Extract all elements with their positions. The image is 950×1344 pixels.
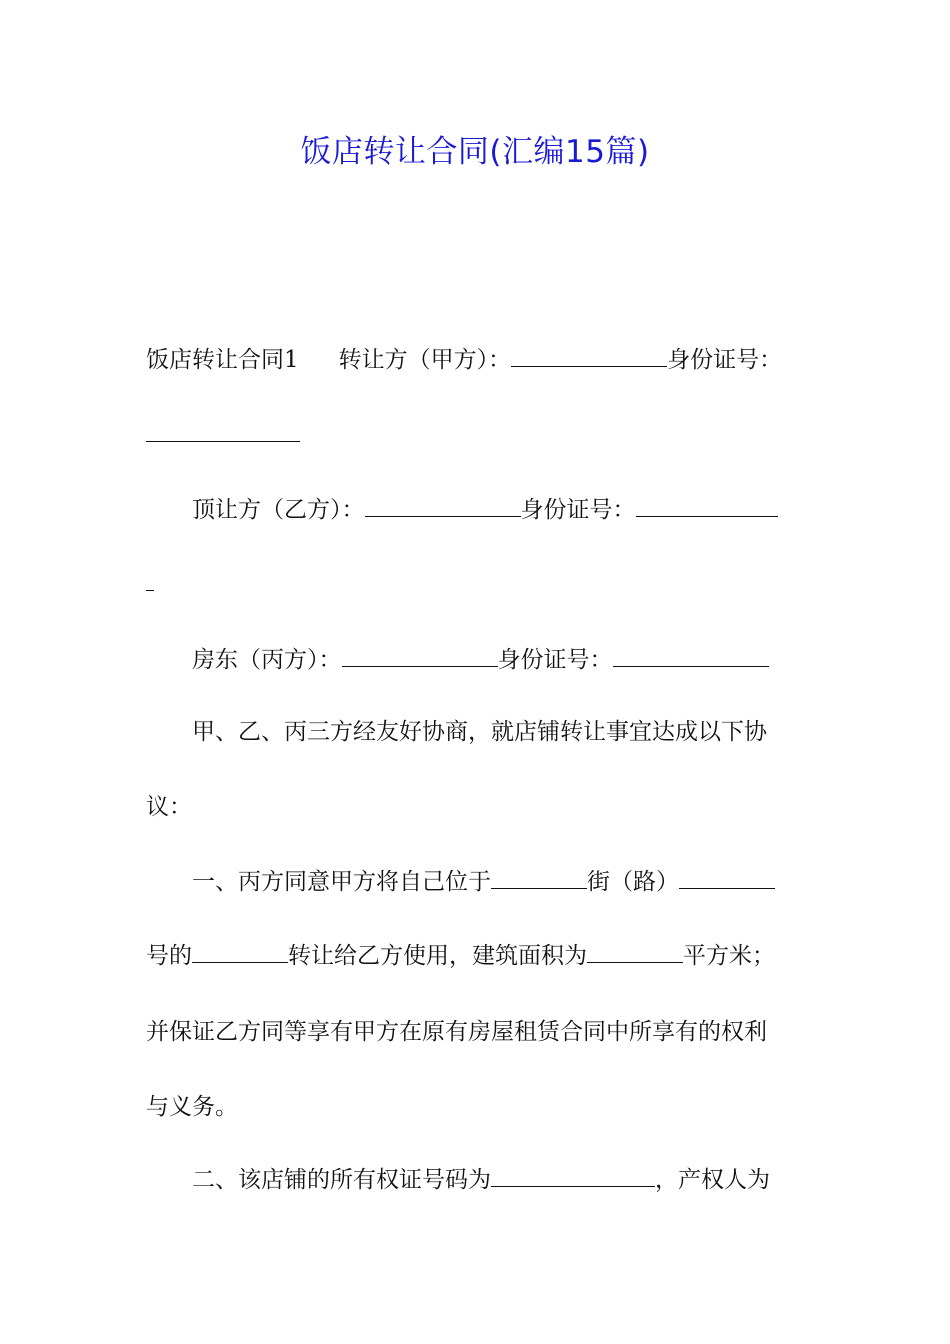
- landlord-label: 房东（丙方）：: [192, 647, 342, 673]
- clause-text: 号的: [146, 943, 192, 969]
- clause-text: 平方米；: [683, 943, 775, 969]
- blank-field: [613, 644, 769, 667]
- paragraph-line: [146, 866, 826, 898]
- blank-field: [491, 866, 587, 889]
- blank-field: [587, 940, 683, 963]
- transferor-label: 转让方（甲方）：: [338, 347, 512, 373]
- blank-field: [636, 494, 778, 517]
- paragraph-line: [146, 419, 826, 451]
- id-number-label: 身份证号：: [497, 647, 613, 673]
- paragraph-line: [146, 940, 826, 972]
- blank-field: [679, 866, 775, 889]
- clause-text: 二、该店铺的所有权证号码为: [192, 1167, 491, 1193]
- paragraph-line: 并保证乙方同等享有甲方在原有房屋租赁合同中所享有的权利: [146, 1019, 767, 1045]
- blank-field: [146, 568, 154, 591]
- contract-heading: 饭店转让合同1: [146, 347, 299, 373]
- paragraph-line: [146, 1164, 826, 1196]
- paragraph-line: 甲、乙、丙三方经友好协商，就店铺转让事宜达成以下协: [192, 719, 767, 745]
- blank-field: [491, 1164, 655, 1187]
- paragraph-line: [146, 344, 826, 376]
- paragraph-line: [146, 568, 826, 600]
- paragraph-line: [146, 494, 826, 526]
- paragraph-line: 与义务。: [146, 1094, 238, 1120]
- blank-field: [342, 644, 498, 667]
- blank-field: [192, 940, 288, 963]
- clause-text: 转让给乙方使用，建筑面积为: [288, 943, 587, 969]
- clause-text: 街（路）: [587, 869, 679, 895]
- paragraph-line: [146, 644, 826, 676]
- document-title: 饭店转让合同(汇编15篇): [300, 134, 650, 170]
- id-number-label: 身份证号：: [667, 347, 783, 373]
- transferee-label: 顶让方（乙方）：: [192, 497, 365, 523]
- id-number-label: 身份证号：: [520, 497, 636, 523]
- clause-text: 一、丙方同意甲方将自己位于: [192, 869, 491, 895]
- blank-field: [146, 419, 300, 442]
- clause-text: ，产权人为: [655, 1167, 770, 1193]
- paragraph-line: 议：: [146, 794, 192, 820]
- blank-field: [365, 494, 521, 517]
- blank-field: [511, 344, 667, 367]
